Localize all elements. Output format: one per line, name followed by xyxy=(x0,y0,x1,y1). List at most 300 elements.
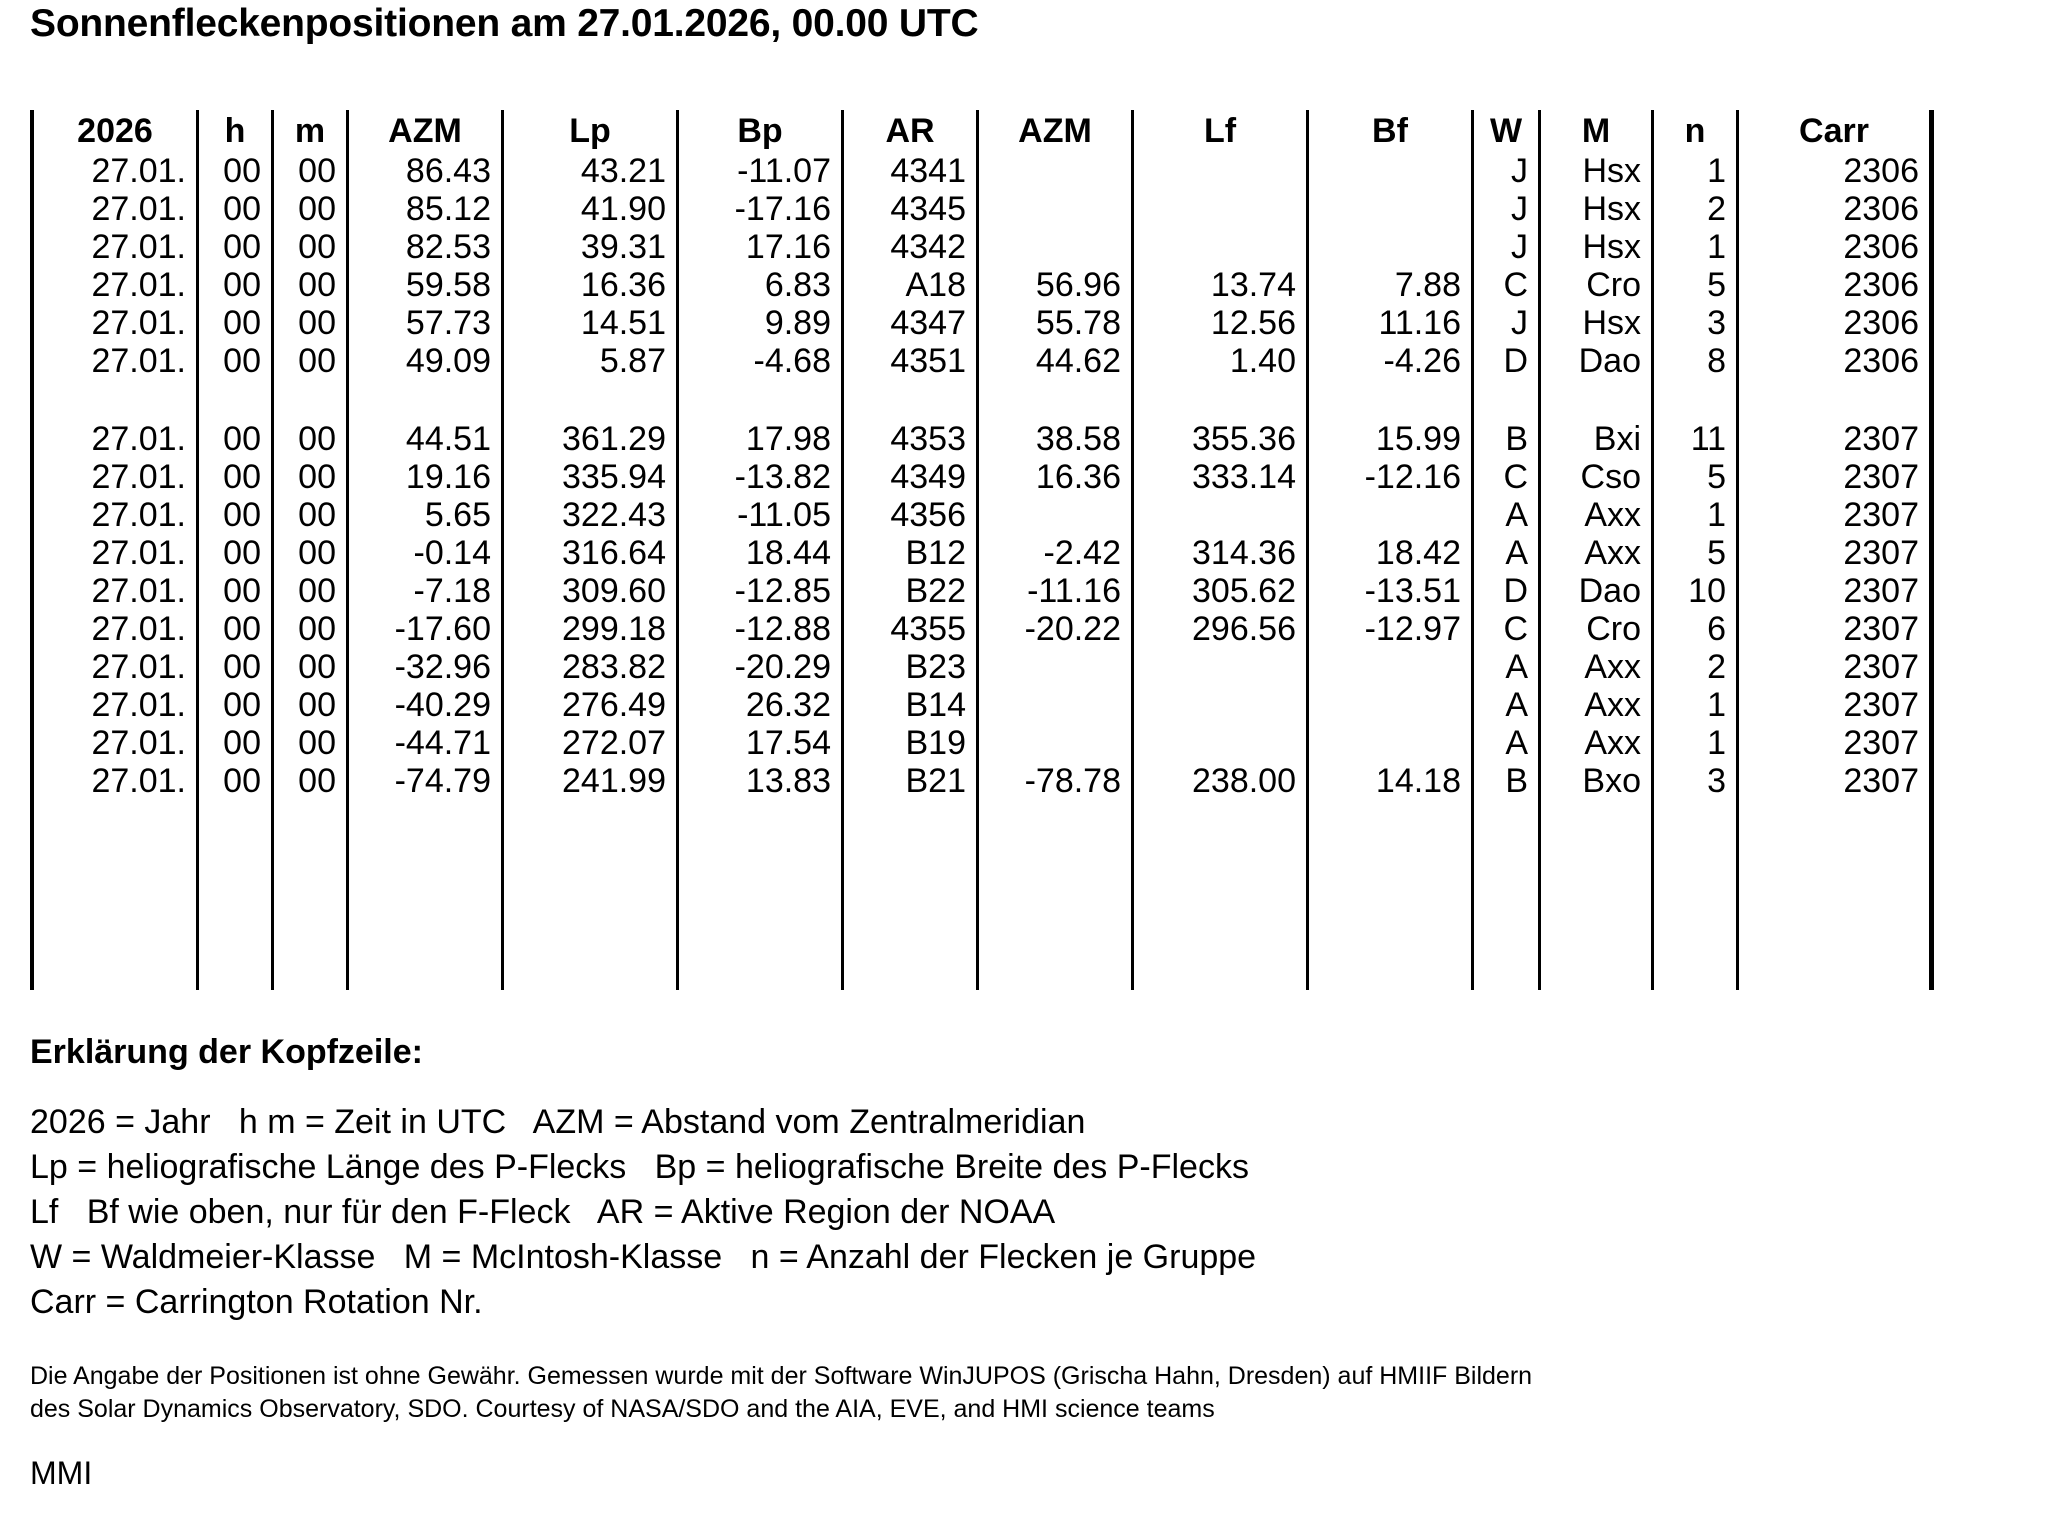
cell-azm-f: 56.96 xyxy=(978,266,1133,304)
cell-minute xyxy=(273,914,348,952)
cell-carrington: 2307 xyxy=(1738,762,1932,800)
explanation-line: W = Waldmeier-Klasse M = McIntosh-Klasse n = Anzahl der Flecken je Gruppe xyxy=(30,1238,1257,1276)
cell-ar xyxy=(843,876,978,914)
cell-azm-f: 16.36 xyxy=(978,458,1133,496)
cell-lf xyxy=(1133,190,1308,228)
cell-waldmeier: B xyxy=(1473,420,1540,458)
cell-lp: 41.90 xyxy=(503,190,678,228)
cell-date xyxy=(32,800,198,838)
table-row xyxy=(32,380,1932,420)
cell-azm-p: -17.60 xyxy=(348,610,503,648)
cell-hour: 00 xyxy=(198,686,273,724)
cell-mcintosh: Axx xyxy=(1540,648,1653,686)
cell-azm-f xyxy=(978,838,1133,876)
cell-waldmeier: D xyxy=(1473,572,1540,610)
cell-waldmeier: C xyxy=(1473,610,1540,648)
cell-hour xyxy=(198,952,273,990)
cell-waldmeier xyxy=(1473,800,1540,838)
cell-waldmeier: J xyxy=(1473,152,1540,190)
cell-waldmeier: A xyxy=(1473,496,1540,534)
cell-waldmeier: A xyxy=(1473,686,1540,724)
cell-azm-p: 44.51 xyxy=(348,420,503,458)
table-row xyxy=(32,952,1932,990)
cell-date: 27.01. xyxy=(32,724,198,762)
cell-minute: 00 xyxy=(273,266,348,304)
cell-azm-f: -20.22 xyxy=(978,610,1133,648)
cell-mcintosh xyxy=(1540,914,1653,952)
cell-mcintosh: Dao xyxy=(1540,342,1653,380)
cell-ar: B23 xyxy=(843,648,978,686)
cell-waldmeier: J xyxy=(1473,190,1540,228)
cell-bf xyxy=(1308,724,1473,762)
cell-lp xyxy=(503,914,678,952)
cell-hour: 00 xyxy=(198,648,273,686)
cell-bp: 17.54 xyxy=(678,724,843,762)
cell-carrington: 2307 xyxy=(1738,686,1932,724)
column-header-count: n xyxy=(1653,110,1738,152)
cell-minute: 00 xyxy=(273,686,348,724)
cell-count: 2 xyxy=(1653,190,1738,228)
cell-mcintosh: Hsx xyxy=(1540,190,1653,228)
cell-bp: -11.07 xyxy=(678,152,843,190)
cell-date: 27.01. xyxy=(32,458,198,496)
cell-mcintosh: Axx xyxy=(1540,686,1653,724)
cell-date: 27.01. xyxy=(32,190,198,228)
sunspot-table-container xyxy=(30,110,1919,1020)
cell-count: 8 xyxy=(1653,342,1738,380)
cell-minute: 00 xyxy=(273,534,348,572)
cell-lf: 314.36 xyxy=(1133,534,1308,572)
cell-minute: 00 xyxy=(273,496,348,534)
cell-mcintosh xyxy=(1540,800,1653,838)
cell-mcintosh xyxy=(1540,838,1653,876)
table-row xyxy=(32,914,1932,952)
cell-azm-p: 82.53 xyxy=(348,228,503,266)
cell-azm-p: 5.65 xyxy=(348,496,503,534)
cell-count: 5 xyxy=(1653,266,1738,304)
cell-minute: 00 xyxy=(273,342,348,380)
cell-azm-p: 19.16 xyxy=(348,458,503,496)
cell-carrington: 2307 xyxy=(1738,610,1932,648)
table-row xyxy=(32,420,1932,458)
cell-lf: 12.56 xyxy=(1133,304,1308,342)
cell-ar: 4353 xyxy=(843,420,978,458)
cell-carrington: 2307 xyxy=(1738,648,1932,686)
cell-hour: 00 xyxy=(198,304,273,342)
cell-ar: B21 xyxy=(843,762,978,800)
cell-azm-p: -7.18 xyxy=(348,572,503,610)
table-row xyxy=(32,342,1932,380)
cell-bp xyxy=(678,800,843,838)
table-row xyxy=(32,724,1932,762)
cell-mcintosh: Axx xyxy=(1540,496,1653,534)
cell-count: 2 xyxy=(1653,648,1738,686)
cell-carrington: 2306 xyxy=(1738,342,1932,380)
cell-carrington xyxy=(1738,380,1932,420)
cell-azm-p xyxy=(348,876,503,914)
cell-ar: 4349 xyxy=(843,458,978,496)
cell-date: 27.01. xyxy=(32,610,198,648)
cell-bf: 11.16 xyxy=(1308,304,1473,342)
cell-bf xyxy=(1308,380,1473,420)
cell-bp: 17.16 xyxy=(678,228,843,266)
table-body xyxy=(32,152,1932,990)
cell-azm-p xyxy=(348,952,503,990)
cell-carrington: 2306 xyxy=(1738,190,1932,228)
table-row xyxy=(32,838,1932,876)
cell-hour: 00 xyxy=(198,152,273,190)
cell-lp xyxy=(503,800,678,838)
author-signature: MMI xyxy=(30,1455,93,1491)
column-header-azm-p: AZM xyxy=(348,110,503,152)
cell-bp: -13.82 xyxy=(678,458,843,496)
cell-bf: 7.88 xyxy=(1308,266,1473,304)
table-row xyxy=(32,648,1932,686)
cell-azm-f: 44.62 xyxy=(978,342,1133,380)
cell-lf xyxy=(1133,838,1308,876)
cell-azm-p: 57.73 xyxy=(348,304,503,342)
table-row xyxy=(32,152,1932,190)
cell-bf xyxy=(1308,876,1473,914)
cell-lp: 361.29 xyxy=(503,420,678,458)
cell-azm-f xyxy=(978,952,1133,990)
cell-bp: 17.98 xyxy=(678,420,843,458)
cell-lf xyxy=(1133,914,1308,952)
cell-carrington: 2307 xyxy=(1738,458,1932,496)
cell-bp: -4.68 xyxy=(678,342,843,380)
cell-waldmeier: B xyxy=(1473,762,1540,800)
cell-bf xyxy=(1308,228,1473,266)
cell-azm-f xyxy=(978,914,1133,952)
cell-ar: B12 xyxy=(843,534,978,572)
cell-date: 27.01. xyxy=(32,496,198,534)
cell-bp: 26.32 xyxy=(678,686,843,724)
page-title: Sonnenfleckenpositionen am 27.01.2026, 00.00 UTC xyxy=(30,2,979,45)
cell-lf xyxy=(1133,496,1308,534)
cell-bf xyxy=(1308,914,1473,952)
cell-minute: 00 xyxy=(273,152,348,190)
cell-lp: 272.07 xyxy=(503,724,678,762)
cell-lp: 16.36 xyxy=(503,266,678,304)
cell-waldmeier: A xyxy=(1473,724,1540,762)
cell-ar: 4345 xyxy=(843,190,978,228)
cell-ar: B22 xyxy=(843,572,978,610)
cell-mcintosh: Bxo xyxy=(1540,762,1653,800)
cell-azm-p xyxy=(348,914,503,952)
cell-hour xyxy=(198,838,273,876)
cell-minute: 00 xyxy=(273,228,348,266)
cell-minute: 00 xyxy=(273,190,348,228)
cell-count: 1 xyxy=(1653,496,1738,534)
cell-lp: 316.64 xyxy=(503,534,678,572)
table-row xyxy=(32,686,1932,724)
cell-lf: 13.74 xyxy=(1133,266,1308,304)
column-header-bf: Bf xyxy=(1308,110,1473,152)
table-row xyxy=(32,266,1932,304)
cell-mcintosh xyxy=(1540,380,1653,420)
cell-count: 3 xyxy=(1653,304,1738,342)
cell-date xyxy=(32,380,198,420)
cell-lp: 14.51 xyxy=(503,304,678,342)
cell-ar xyxy=(843,380,978,420)
cell-carrington: 2306 xyxy=(1738,304,1932,342)
cell-bp xyxy=(678,838,843,876)
cell-azm-p: -40.29 xyxy=(348,686,503,724)
cell-hour: 00 xyxy=(198,266,273,304)
cell-bf xyxy=(1308,800,1473,838)
table-row xyxy=(32,876,1932,914)
cell-bf xyxy=(1308,838,1473,876)
cell-count: 1 xyxy=(1653,228,1738,266)
table-row xyxy=(32,190,1932,228)
cell-hour: 00 xyxy=(198,534,273,572)
cell-lp: 43.21 xyxy=(503,152,678,190)
cell-date xyxy=(32,914,198,952)
cell-lf: 238.00 xyxy=(1133,762,1308,800)
cell-hour: 00 xyxy=(198,458,273,496)
cell-bf xyxy=(1308,190,1473,228)
explanation-heading: Erklärung der Kopfzeile: xyxy=(30,1033,423,1071)
cell-count xyxy=(1653,876,1738,914)
cell-azm-p: -74.79 xyxy=(348,762,503,800)
cell-bp xyxy=(678,914,843,952)
cell-azm-f: 55.78 xyxy=(978,304,1133,342)
cell-lf: 355.36 xyxy=(1133,420,1308,458)
cell-count xyxy=(1653,380,1738,420)
cell-hour: 00 xyxy=(198,190,273,228)
disclaimer-text xyxy=(30,1360,2050,1426)
column-header-bp: Bp xyxy=(678,110,843,152)
cell-waldmeier: J xyxy=(1473,228,1540,266)
cell-minute xyxy=(273,838,348,876)
cell-date: 27.01. xyxy=(32,228,198,266)
cell-waldmeier xyxy=(1473,380,1540,420)
cell-azm-f xyxy=(978,496,1133,534)
cell-minute: 00 xyxy=(273,724,348,762)
cell-lf xyxy=(1133,152,1308,190)
cell-carrington: 2307 xyxy=(1738,496,1932,534)
column-header-carrington: Carr xyxy=(1738,110,1932,152)
cell-lp: 5.87 xyxy=(503,342,678,380)
cell-waldmeier: D xyxy=(1473,342,1540,380)
explanation-line: 2026 = Jahr h m = Zeit in UTC AZM = Abstand vom Zentralmeridian xyxy=(30,1103,1086,1141)
table-row xyxy=(32,534,1932,572)
cell-bp: 13.83 xyxy=(678,762,843,800)
cell-ar: 4351 xyxy=(843,342,978,380)
cell-bp: -12.85 xyxy=(678,572,843,610)
cell-minute: 00 xyxy=(273,420,348,458)
column-header-hour: h xyxy=(198,110,273,152)
cell-lp xyxy=(503,876,678,914)
cell-count: 1 xyxy=(1653,152,1738,190)
cell-azm-f xyxy=(978,190,1133,228)
cell-carrington: 2306 xyxy=(1738,266,1932,304)
table-row xyxy=(32,572,1932,610)
cell-date xyxy=(32,952,198,990)
cell-bf: -12.16 xyxy=(1308,458,1473,496)
cell-mcintosh: Cro xyxy=(1540,610,1653,648)
cell-lf xyxy=(1133,228,1308,266)
cell-carrington: 2307 xyxy=(1738,572,1932,610)
cell-ar: A18 xyxy=(843,266,978,304)
cell-bp xyxy=(678,952,843,990)
cell-carrington: 2307 xyxy=(1738,534,1932,572)
cell-carrington xyxy=(1738,800,1932,838)
cell-hour: 00 xyxy=(198,420,273,458)
cell-bf xyxy=(1308,686,1473,724)
cell-count xyxy=(1653,914,1738,952)
cell-count: 11 xyxy=(1653,420,1738,458)
explanation-line: Lp = heliografische Länge des P-Flecks Bp = heliografische Breite des P-Flecks xyxy=(30,1148,1249,1186)
cell-date: 27.01. xyxy=(32,762,198,800)
cell-azm-f xyxy=(978,228,1133,266)
cell-azm-f xyxy=(978,380,1133,420)
cell-hour xyxy=(198,380,273,420)
cell-azm-p: 49.09 xyxy=(348,342,503,380)
cell-minute: 00 xyxy=(273,572,348,610)
cell-azm-p xyxy=(348,800,503,838)
cell-carrington: 2307 xyxy=(1738,724,1932,762)
cell-hour: 00 xyxy=(198,572,273,610)
cell-date xyxy=(32,838,198,876)
cell-minute xyxy=(273,876,348,914)
cell-bf: -13.51 xyxy=(1308,572,1473,610)
cell-lp: 276.49 xyxy=(503,686,678,724)
cell-lf xyxy=(1133,648,1308,686)
cell-mcintosh: Cro xyxy=(1540,266,1653,304)
explanation-text xyxy=(30,1100,1990,1325)
explanation-line: Lf Bf wie oben, nur für den F-Fleck AR = Aktive Region der NOAA xyxy=(30,1193,1056,1231)
cell-lp xyxy=(503,380,678,420)
cell-bp: -17.16 xyxy=(678,190,843,228)
cell-ar: 4347 xyxy=(843,304,978,342)
cell-lf: 296.56 xyxy=(1133,610,1308,648)
cell-carrington: 2306 xyxy=(1738,152,1932,190)
cell-bp xyxy=(678,876,843,914)
cell-lp: 283.82 xyxy=(503,648,678,686)
cell-count: 1 xyxy=(1653,686,1738,724)
cell-ar: 4341 xyxy=(843,152,978,190)
column-header-lf: Lf xyxy=(1133,110,1308,152)
cell-mcintosh: Axx xyxy=(1540,534,1653,572)
table-header xyxy=(32,110,1932,152)
cell-lf xyxy=(1133,380,1308,420)
cell-azm-p: -44.71 xyxy=(348,724,503,762)
cell-mcintosh xyxy=(1540,876,1653,914)
table-row xyxy=(32,800,1932,838)
cell-ar: 4355 xyxy=(843,610,978,648)
cell-bf xyxy=(1308,952,1473,990)
cell-lp: 309.60 xyxy=(503,572,678,610)
cell-ar: B14 xyxy=(843,686,978,724)
cell-waldmeier xyxy=(1473,838,1540,876)
cell-minute xyxy=(273,952,348,990)
cell-azm-f: -11.16 xyxy=(978,572,1133,610)
cell-lp: 322.43 xyxy=(503,496,678,534)
cell-waldmeier: A xyxy=(1473,534,1540,572)
cell-waldmeier xyxy=(1473,876,1540,914)
cell-lf xyxy=(1133,724,1308,762)
cell-count: 1 xyxy=(1653,724,1738,762)
cell-lf xyxy=(1133,876,1308,914)
cell-azm-f xyxy=(978,800,1133,838)
cell-azm-f: -78.78 xyxy=(978,762,1133,800)
cell-mcintosh: Hsx xyxy=(1540,304,1653,342)
cell-bp: -11.05 xyxy=(678,496,843,534)
cell-bf: 14.18 xyxy=(1308,762,1473,800)
cell-azm-f: 38.58 xyxy=(978,420,1133,458)
cell-lp xyxy=(503,952,678,990)
cell-azm-p: 86.43 xyxy=(348,152,503,190)
cell-carrington: 2306 xyxy=(1738,228,1932,266)
cell-hour: 00 xyxy=(198,496,273,534)
cell-azm-p: 59.58 xyxy=(348,266,503,304)
cell-bf xyxy=(1308,152,1473,190)
cell-ar: B19 xyxy=(843,724,978,762)
cell-lf xyxy=(1133,686,1308,724)
table-row xyxy=(32,496,1932,534)
cell-waldmeier: A xyxy=(1473,648,1540,686)
cell-bp xyxy=(678,380,843,420)
table-header-row xyxy=(32,110,1932,152)
cell-bp: 9.89 xyxy=(678,304,843,342)
cell-hour: 00 xyxy=(198,724,273,762)
cell-bf xyxy=(1308,496,1473,534)
cell-date: 27.01. xyxy=(32,572,198,610)
cell-carrington xyxy=(1738,952,1932,990)
cell-ar: 4356 xyxy=(843,496,978,534)
column-header-minute: m xyxy=(273,110,348,152)
cell-azm-p: 85.12 xyxy=(348,190,503,228)
cell-azm-f xyxy=(978,724,1133,762)
explanation-line: Carr = Carrington Rotation Nr. xyxy=(30,1283,483,1321)
cell-hour xyxy=(198,876,273,914)
cell-waldmeier: J xyxy=(1473,304,1540,342)
cell-minute: 00 xyxy=(273,610,348,648)
cell-count xyxy=(1653,800,1738,838)
cell-minute: 00 xyxy=(273,648,348,686)
cell-hour xyxy=(198,914,273,952)
cell-date: 27.01. xyxy=(32,266,198,304)
cell-date: 27.01. xyxy=(32,648,198,686)
cell-date: 27.01. xyxy=(32,534,198,572)
cell-azm-f xyxy=(978,876,1133,914)
cell-mcintosh: Axx xyxy=(1540,724,1653,762)
cell-lp: 299.18 xyxy=(503,610,678,648)
cell-azm-f xyxy=(978,152,1133,190)
cell-count xyxy=(1653,952,1738,990)
cell-ar xyxy=(843,800,978,838)
cell-carrington: 2307 xyxy=(1738,420,1932,458)
column-header-azm-f: AZM xyxy=(978,110,1133,152)
cell-lf: 1.40 xyxy=(1133,342,1308,380)
table-row xyxy=(32,228,1932,266)
table-row xyxy=(32,610,1932,648)
column-header-year: 2026 xyxy=(32,110,198,152)
cell-mcintosh: Dao xyxy=(1540,572,1653,610)
cell-count xyxy=(1653,838,1738,876)
table-row xyxy=(32,762,1932,800)
cell-minute xyxy=(273,380,348,420)
cell-waldmeier xyxy=(1473,952,1540,990)
cell-bp: -20.29 xyxy=(678,648,843,686)
cell-bf: 15.99 xyxy=(1308,420,1473,458)
cell-bf: 18.42 xyxy=(1308,534,1473,572)
cell-date: 27.01. xyxy=(32,342,198,380)
cell-count: 10 xyxy=(1653,572,1738,610)
cell-minute: 00 xyxy=(273,304,348,342)
cell-minute: 00 xyxy=(273,458,348,496)
